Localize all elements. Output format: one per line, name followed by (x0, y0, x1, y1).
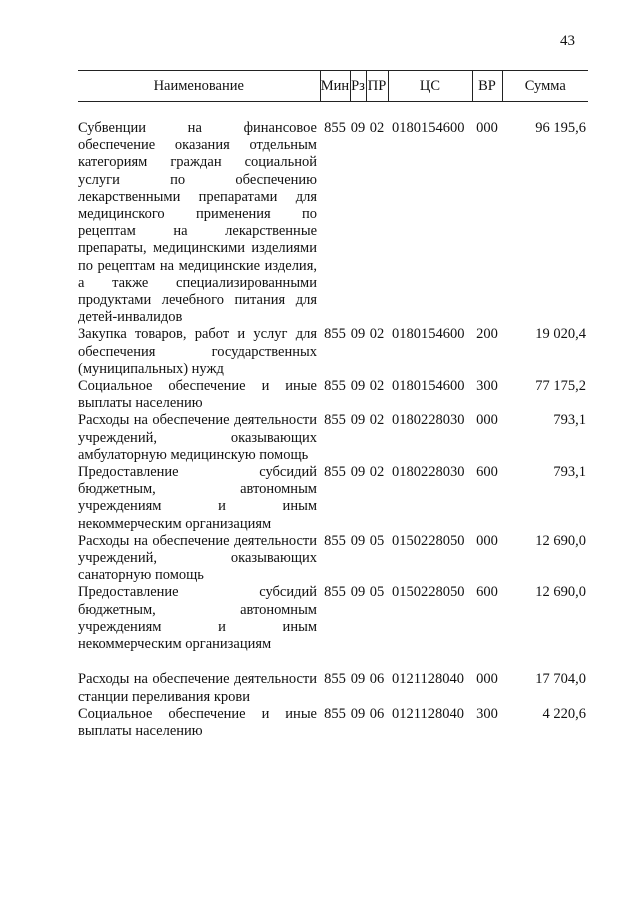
table-row (78, 464, 588, 533)
row-sum: 96 195,6 (535, 120, 586, 136)
row-vr: 200 (476, 326, 498, 343)
table-row (78, 533, 588, 585)
row-sum: 17 704,0 (535, 671, 586, 688)
row-min: 855 (324, 120, 346, 136)
row-name: Субвенции на финансовое обеспечение оказания отдельным категориям граждан социальной услуги по обеспечению лекарственными препаратами для медицинского применения по рецептам на лекарственные препараты, медицинскими изделиями по рецептам на медицинские изделия, а также специализированными продуктами лечебного питания для детей-инвалидов (78, 120, 317, 326)
row-pr: 06 (369, 671, 385, 688)
row-vr: 000 (476, 671, 498, 688)
row-vr: 000 (476, 532, 498, 549)
row-name: Закупка товаров, работ и услуг для обеспечения государственных (муниципальных) нужд (78, 326, 317, 377)
budget-table-container (78, 70, 588, 740)
row-sum: 793,1 (553, 412, 586, 429)
row-rz: 09 (350, 412, 366, 429)
row-cs: 0180154600 (392, 326, 465, 343)
row-sum: 4 220,6 (542, 705, 586, 722)
row-name: Социальное обеспечение и иные выплаты населению (78, 378, 317, 412)
row-cs: 0180228030 (392, 412, 465, 429)
header-sum: Сумма (502, 71, 588, 102)
row-rz: 09 (350, 671, 366, 688)
header-min: Мин (320, 71, 350, 102)
row-name: Социальное обеспечение и иные выплаты населению (78, 705, 317, 739)
row-cs: 0121128040 (392, 705, 464, 722)
row-min: 855 (324, 412, 346, 429)
row-cs: 0180154600 (392, 378, 465, 395)
header-vr: ВР (472, 71, 502, 102)
row-name: Предоставление субсидий бюджетным, автономным учреждениям и иным некоммерческим организациям (78, 464, 317, 532)
row-min: 855 (324, 532, 346, 549)
table-row (78, 326, 588, 378)
row-min: 855 (324, 464, 346, 481)
table-row (78, 120, 588, 326)
row-sum: 12 690,0 (535, 584, 586, 601)
row-name: Расходы на обеспечение деятельности учреждений, оказывающих амбулаторную медицинскую помощь (78, 412, 317, 463)
row-name: Предоставление субсидий бюджетным, автономным учреждениям и иным некоммерческим организациям (78, 584, 317, 653)
row-rz: 09 (350, 120, 366, 136)
header-cs: ЦС (388, 71, 472, 102)
table-header-row (78, 71, 588, 102)
header-rz: Рз (350, 71, 366, 102)
header-name: Наименование (78, 71, 320, 102)
row-min: 855 (324, 705, 346, 722)
row-pr: 05 (369, 532, 385, 549)
row-name: Расходы на обеспечение деятельности учреждений, оказывающих санаторную помощь (78, 532, 317, 584)
row-cs: 0121128040 (392, 671, 464, 688)
row-vr: 600 (476, 584, 498, 601)
row-vr: 300 (476, 705, 498, 722)
row-pr: 02 (369, 378, 385, 395)
row-cs: 0150228050 (392, 532, 465, 549)
row-pr: 02 (369, 412, 385, 429)
row-vr: 600 (476, 464, 498, 481)
row-pr: 06 (369, 705, 385, 722)
row-min: 855 (324, 671, 346, 688)
row-rz: 09 (350, 705, 366, 722)
page-number: 43 (560, 33, 575, 49)
row-sum: 19 020,4 (535, 326, 586, 343)
row-min: 855 (324, 378, 346, 395)
row-vr: 000 (476, 120, 498, 136)
row-cs: 0180228030 (392, 464, 465, 481)
table-row (78, 378, 588, 412)
row-rz: 09 (350, 584, 366, 601)
table-row (78, 584, 588, 653)
row-pr: 02 (369, 464, 385, 481)
table-row (78, 412, 588, 464)
spacer-row (78, 653, 588, 671)
row-rz: 09 (350, 464, 366, 481)
row-rz: 09 (350, 326, 366, 343)
row-sum: 12 690,0 (535, 532, 586, 549)
row-pr: 05 (369, 584, 385, 601)
table-row (78, 706, 588, 740)
row-sum: 77 175,2 (535, 378, 586, 395)
table-row (78, 671, 588, 705)
row-min: 855 (324, 584, 346, 601)
row-sum: 793,1 (553, 464, 586, 481)
spacer-row (78, 102, 588, 121)
row-vr: 300 (476, 378, 498, 395)
row-pr: 02 (369, 326, 385, 343)
row-vr: 000 (476, 412, 498, 429)
header-pr: ПР (366, 71, 388, 102)
row-cs: 0150228050 (392, 584, 465, 601)
row-cs: 0180154600 (392, 120, 465, 136)
row-rz: 09 (350, 532, 366, 549)
budget-table (78, 70, 588, 740)
row-pr: 02 (369, 120, 385, 136)
row-min: 855 (324, 326, 346, 343)
row-rz: 09 (350, 378, 366, 395)
row-name: Расходы на обеспечение деятельности станции переливания крови (78, 671, 317, 705)
